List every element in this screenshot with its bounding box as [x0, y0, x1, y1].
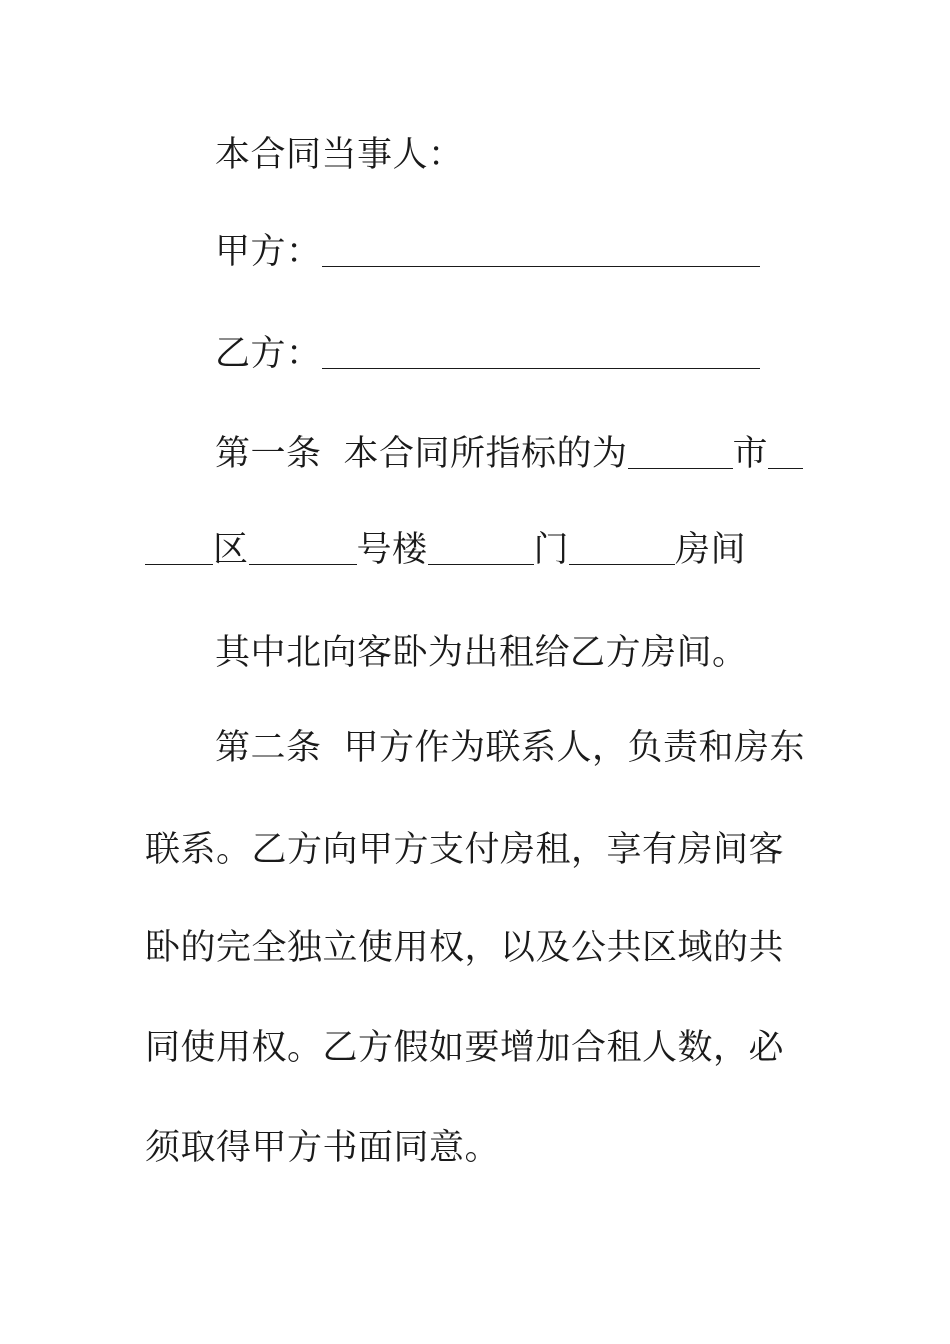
district-label: 区	[213, 530, 249, 570]
article-2-line-2	[0, 820, 950, 880]
article-1-line-2	[0, 520, 950, 580]
contract-parties-intro	[0, 125, 950, 185]
article-2-text-1: 甲方作为联系人，负责和房东	[343, 728, 806, 768]
article-2-text-3: 卧的完全独立使用权，以及公共区域的共	[145, 928, 785, 968]
unit-blank[interactable]	[428, 534, 534, 565]
city-label: 市	[732, 434, 769, 474]
party-a-label: 甲方：	[215, 232, 322, 272]
party-b-line	[0, 324, 950, 384]
room-label: 房间	[675, 530, 747, 570]
article-1-room-text: 其中北向客卧为出租给乙方房间。	[215, 633, 748, 673]
article-2-text-2: 联系。乙方向甲方支付房租，享有房间客	[145, 830, 785, 870]
party-b-blank[interactable]	[322, 338, 760, 369]
city-blank[interactable]	[628, 438, 733, 469]
article-2-line-3	[0, 918, 950, 978]
article-2-line-5	[0, 1118, 950, 1178]
article-2-text-5: 须取得甲方书面同意。	[145, 1128, 501, 1168]
article-1-line-1	[0, 424, 950, 484]
article-1-heading: 第一条	[215, 434, 322, 474]
unit-label: 门	[533, 530, 570, 570]
article-2-line-1	[0, 718, 950, 778]
party-a-blank[interactable]	[322, 236, 760, 267]
party-a-line	[0, 222, 950, 282]
article-1-line-3	[0, 623, 950, 683]
district-blank-start[interactable]	[768, 438, 803, 469]
district-blank-end[interactable]	[145, 534, 213, 565]
party-b-label: 乙方：	[215, 334, 322, 374]
intro-text: 本合同当事人：	[215, 135, 464, 175]
article-2-text-4: 同使用权。乙方假如要增加合租人数，必	[145, 1028, 785, 1068]
article-1-text: 本合同所指标的为	[343, 434, 628, 474]
article-2-heading: 第二条	[215, 728, 322, 768]
building-blank[interactable]	[249, 534, 357, 565]
building-label: 号楼	[356, 530, 428, 570]
article-2-line-4	[0, 1018, 950, 1078]
room-blank[interactable]	[569, 534, 675, 565]
